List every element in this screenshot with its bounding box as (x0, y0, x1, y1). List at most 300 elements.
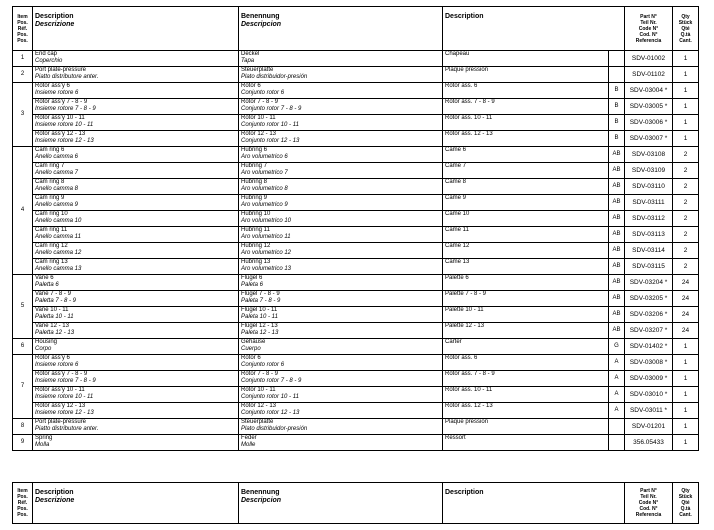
description-fr: Came 9 (443, 195, 609, 211)
description-de-es-secondary: Conjunto rotor 7 - 8 - 9 (241, 106, 302, 112)
description-en-it (33, 227, 239, 243)
description-de-es-secondary: Aro volumetrico 7 (241, 170, 288, 176)
variant-code: AB (609, 275, 625, 291)
description-en-it-secondary: Insieme rotore 12 - 13 (35, 410, 94, 416)
part-number: SDV-03010 * (625, 387, 673, 403)
variant-code: B (609, 131, 625, 147)
description-en-it-secondary: Anello camma 12 (35, 250, 82, 256)
description-en-it-secondary: Insieme rotore 12 - 13 (35, 138, 94, 144)
quantity: 24 (673, 275, 699, 291)
part-number-header-line: Referencia (635, 37, 662, 44)
variant-code: AB (609, 323, 625, 339)
description-de-es (239, 51, 443, 67)
variant-code: AB (609, 179, 625, 195)
item-pos-header-line: Pos. (17, 37, 28, 44)
variant-code: A (609, 387, 625, 403)
table-row (13, 355, 699, 371)
description-de-es-primary: Hubring 7 (241, 163, 268, 169)
description-de-es-primary: Deckel (241, 51, 260, 57)
description-de-es-secondary: Plato distribuidor-presión (241, 426, 308, 432)
description-de-es (239, 259, 443, 275)
description-en-it-primary: Rotor ass'y 7 - 8 - 9 (35, 371, 88, 377)
description-de-es-primary: Steuerplatte (241, 67, 274, 73)
part-number-header-line: Cod. N° (639, 31, 658, 38)
description-de-es (239, 163, 443, 179)
description-de-es-primary: Rotor 12 - 13 (241, 403, 277, 409)
description-en-it-secondary: Insieme rotore 7 - 8 - 9 (35, 106, 96, 112)
description-en-it (33, 371, 239, 387)
description-en-it-primary: Spring (35, 435, 53, 441)
quantity: 24 (673, 323, 699, 339)
quantity: 2 (673, 147, 699, 163)
description-de-es-primary: Hubring 11 (241, 227, 270, 233)
part-number-header (625, 7, 673, 51)
quantity: 1 (673, 83, 699, 99)
quantity: 2 (673, 179, 699, 195)
table-row (13, 51, 699, 67)
description-de-es-secondary: Paleta 7 - 8 - 9 (241, 298, 281, 304)
table-row (13, 179, 699, 195)
parts-table-continued (12, 482, 699, 524)
item-position: 4 (13, 147, 33, 275)
description-fr: Rotor ass. 7 - 8 - 9 (443, 99, 609, 115)
description-de-es (239, 371, 443, 387)
variant-code: B (609, 115, 625, 131)
description-en-it-secondary: Anello camma 8 (35, 186, 79, 192)
description-de-es-secondary: Aro volumetrico 8 (241, 186, 288, 192)
table-row (13, 435, 699, 451)
part-number: SDV-03006 * (625, 115, 673, 131)
quantity: 1 (673, 131, 699, 147)
description-fr: Palette 7 - 8 - 9 (443, 291, 609, 307)
quantity: 24 (673, 291, 699, 307)
description-en-it (33, 339, 239, 355)
description-en-it-primary: Rotor ass'y 12 - 13 (35, 131, 86, 137)
variant-code: AB (609, 163, 625, 179)
description-de-es (239, 67, 443, 83)
table-row (13, 99, 699, 115)
item-position: 8 (13, 419, 33, 435)
quantity: 1 (673, 403, 699, 419)
part-number-header-line: Referencia (635, 512, 662, 518)
description-de-es-secondary: Plato distribuidor-presión (241, 74, 308, 80)
description-de-es-secondary: Cuerpo (241, 346, 261, 352)
description-en-it-secondary: Piatto distributore anter. (35, 426, 99, 432)
quantity: 24 (673, 307, 699, 323)
description-en-it (33, 403, 239, 419)
description-de-es-primary: Rotor 10 - 11 (241, 387, 276, 393)
description-en-it-header-2 (33, 483, 239, 524)
variant-code (609, 67, 625, 83)
description-en-it (33, 355, 239, 371)
description-en-it (33, 163, 239, 179)
table-row (13, 67, 699, 83)
description-fr: Carter (443, 339, 609, 355)
description-en-it-secondary: Paletta 7 - 8 - 9 (35, 298, 77, 304)
part-number: SDV-03108 (625, 147, 673, 163)
item-position: 6 (13, 339, 33, 355)
description-fr: Palette 10 - 11 (443, 307, 609, 323)
table-row (13, 387, 699, 403)
description-fr: Rotor ass. 10 - 11 (443, 387, 609, 403)
description-fr: Rotor ass. 12 - 13 (443, 403, 609, 419)
part-number: SDV-01002 (625, 51, 673, 67)
description-de-es-secondary: Aro volumetrico 12 (241, 250, 292, 256)
table-row (13, 403, 699, 419)
description-fr: Palette 6 (443, 275, 609, 291)
part-number-header-line: Cod. N° (639, 506, 658, 512)
part-number: SDV-01402 * (625, 339, 673, 355)
description-en-it-secondary: Molla (35, 442, 50, 448)
quantity-header-line: Qty (681, 488, 690, 494)
description-de-es (239, 339, 443, 355)
header-descripcion-es: Descripcion (241, 21, 282, 28)
description-fr: Rotor ass. 6 (443, 355, 609, 371)
variant-code: A (609, 371, 625, 387)
header-description-it: Descrizione (35, 21, 75, 28)
part-number: SDV-01102 (625, 67, 673, 83)
quantity-header-line: Qté (681, 25, 690, 32)
description-en-it-secondary: Piatto distributore anter. (35, 74, 99, 80)
table-row (13, 243, 699, 259)
quantity: 1 (673, 51, 699, 67)
description-de-es (239, 131, 443, 147)
item-position: 7 (13, 355, 33, 419)
description-en-it-primary: Cam ring 9 (35, 195, 65, 201)
description-en-it-primary: Cam ring 6 (35, 147, 65, 153)
description-de-es-secondary: Conjunto rotor 7 - 8 - 9 (241, 378, 302, 384)
header2-description-fr: Description (445, 489, 484, 496)
quantity: 1 (673, 99, 699, 115)
variant-code (609, 419, 625, 435)
description-en-it (33, 275, 239, 291)
variant-code: AB (609, 243, 625, 259)
description-de-es (239, 227, 443, 243)
quantity: 2 (673, 211, 699, 227)
table-row (13, 131, 699, 147)
quantity-header (673, 7, 699, 51)
item-position: 5 (13, 275, 33, 339)
item-pos-header-line: Réf. (17, 25, 28, 32)
part-number: SDV-03111 (625, 195, 673, 211)
description-de-es-secondary: Conjunto rotor 12 - 13 (241, 138, 300, 144)
table-row (13, 291, 699, 307)
table-row (13, 259, 699, 275)
description-de-es-primary: Rotor 6 (241, 83, 261, 89)
variant-code: AB (609, 307, 625, 323)
variant-code (609, 435, 625, 451)
variant-code: G (609, 339, 625, 355)
description-en-it-secondary: Anello camma 13 (35, 266, 82, 272)
table-row (13, 323, 699, 339)
quantity: 1 (673, 355, 699, 371)
description-de-es-primary: Flügel 6 (241, 275, 263, 281)
description-en-it (33, 419, 239, 435)
description-en-it-secondary: Anello camma 11 (35, 234, 81, 240)
description-de-es-secondary: Paleta 10 - 11 (241, 314, 278, 320)
description-en-it-primary: Cam ring 12 (35, 243, 68, 249)
description-de-es-primary: Hubring 6 (241, 147, 268, 153)
item-position: 1 (13, 51, 33, 67)
item-pos-header-2 (13, 483, 33, 524)
part-number: SDV-03114 (625, 243, 673, 259)
quantity-header-line: Qté (681, 500, 690, 506)
description-de-es-primary: Rotor 7 - 8 - 9 (241, 99, 279, 105)
description-fr: Rotor ass. 7 - 8 - 9 (443, 371, 609, 387)
parts-table-body (13, 51, 699, 451)
description-de-es (239, 115, 443, 131)
item-pos-header-line: Pos. (17, 31, 28, 38)
part-number-header-line: Part N° (640, 13, 657, 20)
description-en-it (33, 211, 239, 227)
description-de-es-secondary: Conjunto rotor 10 - 11 (241, 394, 299, 400)
description-de-es (239, 179, 443, 195)
description-de-es (239, 291, 443, 307)
part-number-header-2 (625, 483, 673, 524)
description-de-es (239, 307, 443, 323)
header2-description-it: Descrizione (35, 497, 75, 504)
description-de-es-primary: Rotor 6 (241, 355, 261, 361)
item-pos-header-line: Pos. (17, 506, 28, 512)
description-de-es (239, 147, 443, 163)
description-de-es-secondary: Aro volumetrico 9 (241, 202, 288, 208)
description-de-es-secondary: Tapa (241, 58, 255, 64)
part-number-header-line: Teil Nr. (640, 19, 657, 26)
description-de-es-primary: Hubring 9 (241, 195, 268, 201)
description-fr-header-2 (443, 483, 625, 524)
description-en-it-primary: Rotor ass'y 6 (35, 355, 70, 361)
variant-code: AB (609, 291, 625, 307)
description-en-it-primary: Rotor ass'y 7 - 8 - 9 (35, 99, 88, 105)
description-de-es (239, 355, 443, 371)
part-number: SDV-03204 * (625, 275, 673, 291)
description-fr: Rotor ass. 12 - 13 (443, 131, 609, 147)
item-pos-header (13, 7, 33, 51)
table-row (13, 371, 699, 387)
description-de-es (239, 83, 443, 99)
table-row (13, 211, 699, 227)
part-number: SDV-03112 (625, 211, 673, 227)
item-pos-header-line: Réf. (17, 500, 28, 506)
description-en-it-secondary: Insieme rotore 6 (35, 90, 79, 96)
description-de-es (239, 419, 443, 435)
description-de-es-secondary: Aro volumetrico 13 (241, 266, 292, 272)
description-de-es-secondary: Paleta 12 - 13 (241, 330, 279, 336)
description-en-it-primary: Rotor ass'y 12 - 13 (35, 403, 86, 409)
description-fr: Came 11 (443, 227, 609, 243)
quantity: 1 (673, 371, 699, 387)
quantity: 2 (673, 243, 699, 259)
quantity: 1 (673, 339, 699, 355)
table-row (13, 419, 699, 435)
description-de-es-secondary: Conjunto rotor 12 - 13 (241, 410, 300, 416)
variant-code: AB (609, 211, 625, 227)
table-row (13, 339, 699, 355)
quantity-header-2 (673, 483, 699, 524)
item-pos-header-line: Pos. (17, 494, 28, 500)
part-number-header-line: Code N° (638, 500, 659, 506)
part-number: SDV-03007 * (625, 131, 673, 147)
variant-code (609, 51, 625, 67)
description-de-es-secondary: Aro volumetrico 11 (241, 234, 291, 240)
description-en-it-secondary: Anello camma 9 (35, 202, 79, 208)
variant-code: A (609, 355, 625, 371)
description-en-it-secondary: Insieme rotore 10 - 11 (35, 394, 94, 400)
description-en-it-primary: Cam ring 8 (35, 179, 65, 185)
description-de-es-primary: Hubring 10 (241, 211, 271, 217)
description-en-it (33, 291, 239, 307)
description-en-it-secondary: Paletta 10 - 11 (35, 314, 74, 320)
description-en-it-primary: Port plate-pressure (35, 419, 87, 425)
description-de-es-primary: Feder (241, 435, 257, 441)
part-number: SDV-03009 * (625, 371, 673, 387)
part-number-header-line: Code N° (638, 25, 659, 32)
description-en-it-secondary: Coperchio (35, 58, 63, 64)
description-fr: Came 10 (443, 211, 609, 227)
description-de-es-primary: Flügel 10 - 11 (241, 307, 278, 313)
description-en-it (33, 51, 239, 67)
item-pos-header-line: Pos. (17, 512, 28, 518)
description-en-it (33, 179, 239, 195)
part-number: SDV-03115 (625, 259, 673, 275)
description-de-es-primary: Rotor 12 - 13 (241, 131, 277, 137)
part-number: SDV-03004 * (625, 83, 673, 99)
description-en-it-secondary: Insieme rotore 7 - 8 - 9 (35, 378, 96, 384)
quantity-header-line: Cant. (679, 37, 692, 44)
table-row (13, 83, 699, 99)
parts-table (12, 6, 699, 451)
description-en-it-primary: Vane 6 (35, 275, 54, 281)
description-fr: Came 13 (443, 259, 609, 275)
variant-code: AB (609, 147, 625, 163)
description-en-it (33, 195, 239, 211)
description-en-it-primary: Cam ring 10 (35, 211, 68, 217)
description-en-it-secondary: Anello camma 6 (35, 154, 79, 160)
quantity: 1 (673, 435, 699, 451)
part-number: SDV-03110 (625, 179, 673, 195)
description-en-it (33, 147, 239, 163)
header-benennung-de: Benennung (241, 13, 280, 20)
description-en-it-primary: End cap (35, 51, 58, 57)
description-en-it-secondary: Paletta 12 - 13 (35, 330, 75, 336)
description-de-es (239, 435, 443, 451)
description-en-it-header (33, 7, 239, 51)
description-en-it (33, 323, 239, 339)
description-en-it-primary: Vane 12 - 13 (35, 323, 69, 329)
description-fr-header (443, 7, 625, 51)
description-en-it (33, 83, 239, 99)
description-de-es (239, 211, 443, 227)
description-en-it-primary: Housing (35, 339, 58, 345)
part-number-header-line: Teil Nr. (640, 494, 657, 500)
part-number: SDV-03008 * (625, 355, 673, 371)
description-de-es-secondary: Aro volumetrico 10 (241, 218, 292, 224)
description-fr: Came 7 (443, 163, 609, 179)
description-en-it-primary: Vane 10 - 11 (35, 307, 69, 313)
table-row (13, 163, 699, 179)
item-position: 9 (13, 435, 33, 451)
quantity: 1 (673, 115, 699, 131)
description-en-it-secondary: Anello camma 10 (35, 218, 82, 224)
quantity-header-line: Stück (678, 494, 693, 500)
quantity-header-line: Q.tà (680, 506, 691, 512)
description-de-es (239, 387, 443, 403)
part-number: SDV-03207 * (625, 323, 673, 339)
quantity-header-line: Cant. (679, 512, 692, 518)
description-en-it (33, 259, 239, 275)
description-en-it-secondary: Insieme rotore 6 (35, 362, 79, 368)
description-fr: Came 8 (443, 179, 609, 195)
description-de-es-primary: Flügel 7 - 8 - 9 (241, 291, 280, 297)
variant-code: AB (609, 195, 625, 211)
description-en-it (33, 243, 239, 259)
description-en-it-primary: Cam ring 11 (35, 227, 68, 233)
part-number: SDV-03113 (625, 227, 673, 243)
description-en-it (33, 307, 239, 323)
item-position: 2 (13, 67, 33, 83)
part-number: SDV-03109 (625, 163, 673, 179)
header2-descripcion-es: Descripcion (241, 497, 282, 504)
table-row (13, 195, 699, 211)
description-de-es (239, 275, 443, 291)
description-de-es-secondary: Conjunto rotor 6 (241, 90, 285, 96)
description-fr: Ressort (443, 435, 609, 451)
variant-code: AB (609, 259, 625, 275)
quantity-header-line: Q.tà (680, 31, 691, 38)
part-number: SDV-03005 * (625, 99, 673, 115)
description-fr: Plaque pression (443, 419, 609, 435)
table-row (13, 227, 699, 243)
description-fr: Came 12 (443, 243, 609, 259)
part-number: SDV-03205 * (625, 291, 673, 307)
quantity: 2 (673, 163, 699, 179)
description-en-it-secondary: Paletta 6 (35, 282, 59, 288)
description-en-it-primary: Rotor ass'y 10 - 11 (35, 115, 85, 121)
item-pos-header-line: Pos. (17, 19, 28, 26)
description-de-es (239, 195, 443, 211)
description-de-es-secondary: Paleta 6 (241, 282, 264, 288)
header-description-fr: Description (445, 13, 484, 20)
description-en-it (33, 435, 239, 451)
item-position: 3 (13, 83, 33, 147)
description-en-it-primary: Port plate-pressure (35, 67, 87, 73)
description-de-es-primary: Hubring 13 (241, 259, 271, 265)
quantity-header-line: Stück (678, 19, 693, 26)
table-row (13, 307, 699, 323)
quantity: 2 (673, 259, 699, 275)
description-de-es-primary: Hubring 8 (241, 179, 268, 185)
variant-code: AB (609, 227, 625, 243)
description-de-es (239, 403, 443, 419)
description-fr: Chapeau (443, 51, 609, 67)
description-de-es (239, 99, 443, 115)
description-de-es (239, 243, 443, 259)
item-pos-header-line: Item (17, 13, 28, 20)
description-de-es-primary: Flügel 12 - 13 (241, 323, 278, 329)
description-de-es (239, 323, 443, 339)
description-en-it (33, 115, 239, 131)
part-number-header-line: Part N° (640, 488, 657, 494)
description-en-it (33, 131, 239, 147)
part-number: SDV-03206 * (625, 307, 673, 323)
variant-code: A (609, 403, 625, 419)
description-de-es-secondary: Molle (241, 442, 256, 448)
description-fr: Palette 12 - 13 (443, 323, 609, 339)
header-description-en: Description (35, 13, 74, 20)
quantity-header-line: Qty (681, 13, 690, 20)
variant-code: B (609, 83, 625, 99)
description-de-es-primary: Gehäuse (241, 339, 266, 345)
